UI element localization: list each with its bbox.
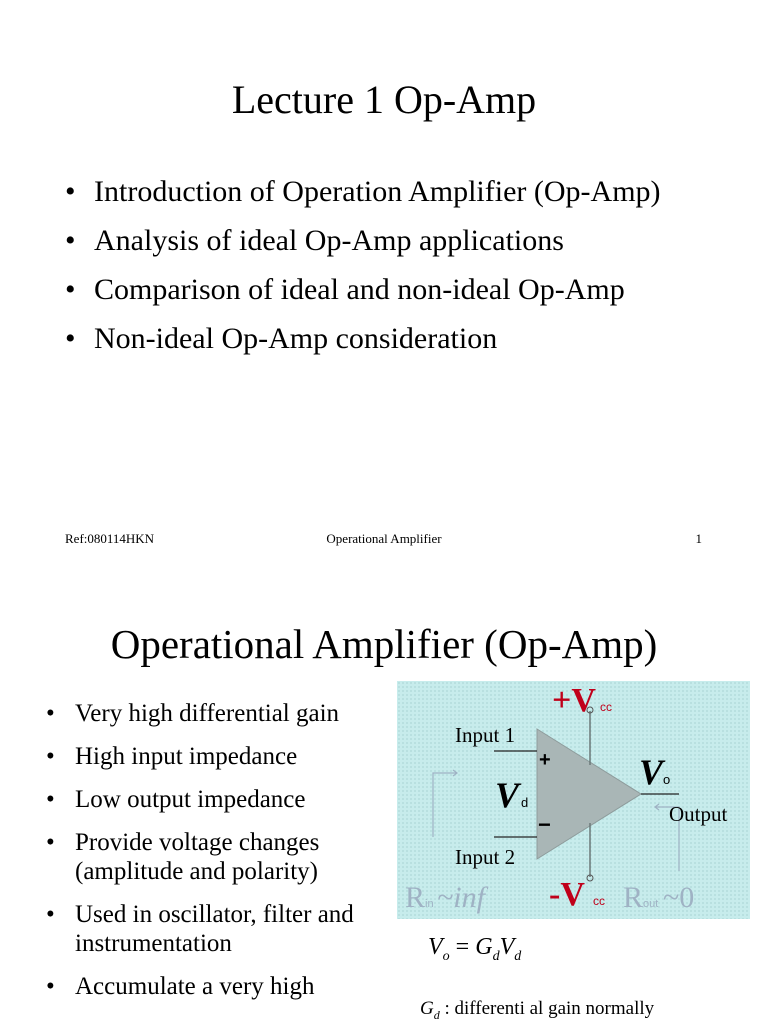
bullet-item: • Used in oscillator, filter and instrumentation	[46, 900, 406, 958]
rin-value: ~inf	[437, 881, 485, 914]
minus-sign: −	[538, 812, 551, 837]
slide-title: Lecture 1 Op-Amp	[231, 77, 537, 122]
gain-equation	[428, 934, 521, 965]
bullet-list	[46, 699, 406, 1015]
gain-note	[420, 998, 654, 1023]
bullet-item: • Comparison of ideal and non-ideal Op-Amp	[65, 273, 705, 307]
vo-label: V	[639, 752, 664, 792]
input1-label: Input 1	[455, 723, 516, 747]
bullet-item: • Analysis of ideal Op-Amp applications	[65, 224, 705, 258]
plus-sign: +	[539, 749, 551, 771]
bullet-item: • Low output impedance	[46, 785, 406, 814]
vd-label: V	[495, 775, 520, 815]
minus-vcc-label: -V	[549, 876, 585, 913]
op-amp-diagram	[397, 681, 750, 919]
rin-subscript: in	[425, 898, 434, 910]
input2-label: Input 2	[455, 845, 516, 869]
bullet-item: • High input impedance	[46, 742, 406, 771]
bullet-item: • Introduction of Operation Amplifier (Op-Amp)	[65, 175, 705, 209]
op-amp-svg	[397, 681, 750, 919]
eq-vo: V	[428, 934, 443, 960]
slide-2	[0, 560, 768, 1024]
rin-label: R	[405, 881, 426, 914]
eq-equals: =	[449, 934, 476, 960]
eq-g-sub: d	[492, 948, 500, 964]
eq-g: G	[475, 934, 493, 960]
note-g: G	[420, 998, 434, 1019]
eq-vd-sub: d	[514, 948, 522, 964]
slide-title: Operational Amplifier (Op-Amp)	[110, 621, 658, 667]
footer-title: Operational Amplifier	[326, 531, 442, 546]
rout-value: ~0	[663, 881, 695, 914]
plus-vcc-label: +V	[552, 682, 596, 719]
bullet-item: • Accumulate a very high	[46, 972, 406, 1001]
rin-arrow	[433, 773, 457, 837]
output-label: Output	[669, 802, 728, 826]
bullet-item: • Provide voltage changes (amplitude and polarity)	[46, 828, 406, 886]
op-amp-triangle	[537, 729, 641, 859]
bullet-item: • Very high differential gain	[46, 699, 406, 728]
page-number: 1	[695, 531, 702, 546]
note-text: : differenti al gain normally	[439, 998, 655, 1019]
note-g-sub: d	[433, 1007, 440, 1022]
plus-vcc-subscript: cc	[600, 700, 612, 714]
rout-label: R	[623, 881, 644, 914]
minus-vcc-subscript: cc	[593, 894, 605, 908]
rout-subscript: out	[643, 898, 659, 910]
bullet-list	[65, 175, 705, 371]
vd-subscript: d	[521, 795, 529, 810]
footer-ref: Ref:080114HKN	[65, 531, 155, 546]
eq-vd: V	[499, 934, 515, 960]
eq-vo-sub: o	[442, 948, 450, 964]
bullet-item: • Non-ideal Op-Amp consideration	[65, 322, 705, 356]
vo-subscript: o	[663, 772, 671, 787]
